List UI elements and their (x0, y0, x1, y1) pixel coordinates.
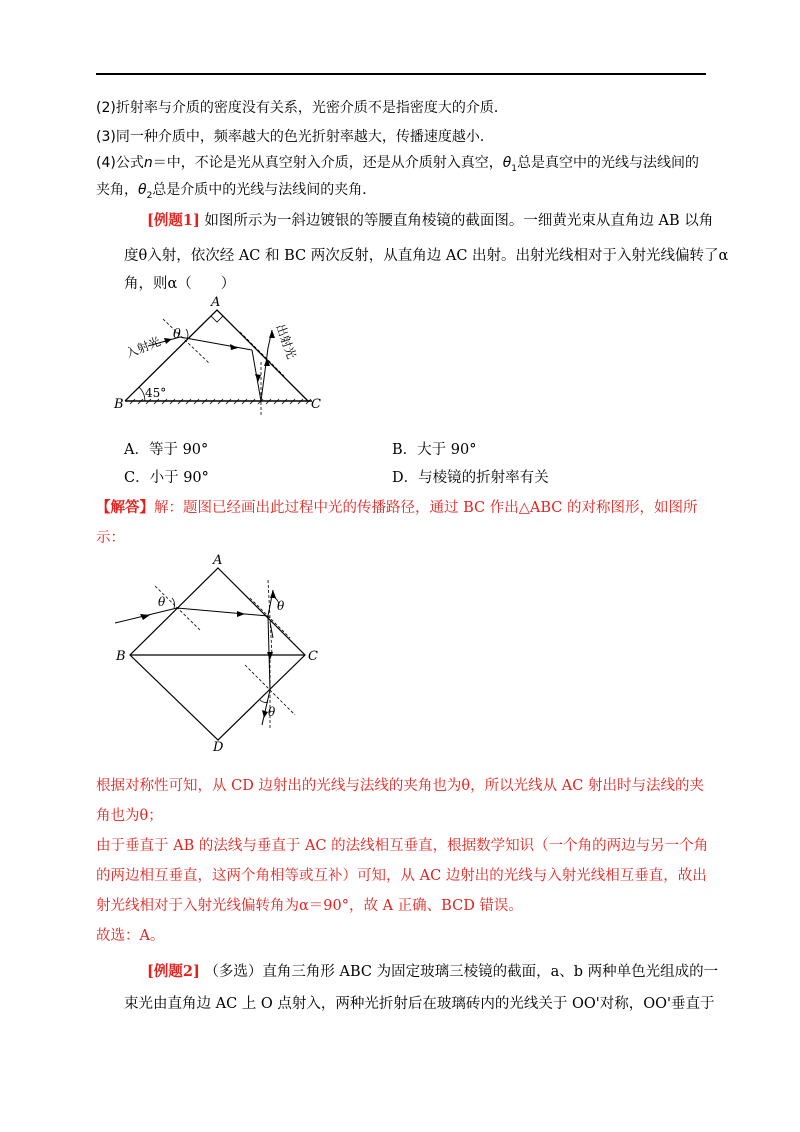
fig1-label-45: 45° (145, 386, 167, 400)
example1-line2: 度θ入射，依次经 AC 和 BC 两次反射，从直角边 AC 出射。出射光线相对于入射光线偏转了α (124, 248, 729, 264)
note-4-text-4: 总是介质中的光线与法线间的夹角． (152, 182, 377, 198)
example2-line2: 束光由直角边 AC 上 O 点射入，两种光折射后在玻璃砖内的光线关于 OO'对称，OO'垂直于 (124, 996, 715, 1012)
answer1-line1 (96, 496, 698, 517)
answer1-text-1: 解：题图已经画出此过程中光的传播路径，通过 BC 作出△ABC 的对称图形，如图所 (154, 500, 698, 516)
example1-text-1: 如图所示为一斜边镀银的等腰直角棱镜的截面图。一细黄光束从直角边 AB 以角 (204, 213, 714, 229)
answer1-line2: 示： (96, 530, 125, 546)
note-4-theta1: θ (502, 155, 512, 171)
fig2-label-D: D (213, 740, 224, 755)
fig1-label-C: C (311, 397, 321, 412)
answer1-tag: 【解答】 (96, 499, 154, 516)
example2-text-1: （多选）直角三角形 ABC 为固定玻璃三棱镜的截面，a、b 两种单色光组成的一 (204, 964, 719, 980)
note-4-theta2: θ (138, 182, 147, 198)
answer1-p1-line1: 根据对称性可知，从 CD 边射出的光线与法线的夹角也为θ，所以光线从 AC 射出时与法线的夹 (96, 778, 704, 794)
fig1-label-B: B (114, 397, 124, 412)
fig1-label-theta: θ (173, 327, 181, 342)
fig1-label-A: A (211, 295, 221, 310)
answer1-p2-line3: 射光线相对于入射光线偏转角为α＝90°，故 A 正确、BCD 错误。 (96, 898, 523, 914)
fig2-label-B: B (116, 649, 126, 664)
note-4-text-1: ＝中，不论是光从真空射入介质，还是从介质射入真空， (152, 155, 503, 171)
answer1-choice: 故选：A。 (96, 928, 165, 944)
fig1-label-incident: 入射光 (123, 334, 163, 361)
note-4-text-2: 总是真空中的光线与法线间的 (517, 155, 700, 171)
example1-tag: [例题1] (147, 212, 200, 229)
example1-line3: 角，则α（ ） (124, 276, 236, 292)
fig2-theta-entry: θ (158, 595, 166, 609)
note-4-text-3: 夹角， (96, 182, 138, 198)
fig2-label-C: C (308, 649, 318, 664)
fig1-label-outgoing: 出射光 (273, 322, 299, 361)
answer1-p2-line2: 的两边相互垂直，这两个角相等或互补）可知，从 AC 边射出的光线与入射光线相互垂直，故出 (96, 868, 707, 884)
note-4-cont (96, 179, 376, 201)
example1-line1 (147, 209, 713, 230)
arrow-incident (164, 338, 172, 344)
example2-tag: [例题2] (147, 963, 200, 980)
note-4-sub2: 2 (146, 190, 153, 201)
answer1-p2-line1: 由于垂直于 AB 的法线与垂直于 AC 的法线相互垂直，根据数学知识（一个角的两边与另一个角 (96, 838, 709, 854)
option-C: C．小于 90° (124, 470, 209, 486)
figure-1-prism (100, 292, 340, 427)
fig2-theta-cd: θ (268, 705, 276, 719)
note-4-prefix: (4)公式 (96, 155, 144, 171)
note-4-sub1: 1 (511, 163, 518, 174)
option-B: B．大于 90° (392, 442, 477, 458)
option-A: A．等于 90° (124, 442, 209, 458)
note-4 (96, 152, 699, 174)
fig2-label-A: A (213, 553, 223, 568)
example2-line1 (147, 960, 718, 981)
note-4-n: n (143, 155, 153, 171)
figure-2-symmetric-prism (110, 550, 330, 755)
fig2-theta-ac: θ (277, 599, 285, 613)
answer1-p1-line2: 角也为θ； (96, 808, 163, 824)
note-3: (3)同一种介质中，频率越大的色光折射率越大，传播速度越小． (96, 129, 494, 145)
header-rule (96, 73, 706, 75)
option-D: D．与棱镜的折射率有关 (392, 470, 549, 486)
note-2: (2)折射率与介质的密度没有关系，光密介质不是指密度大的介质． (96, 100, 508, 116)
